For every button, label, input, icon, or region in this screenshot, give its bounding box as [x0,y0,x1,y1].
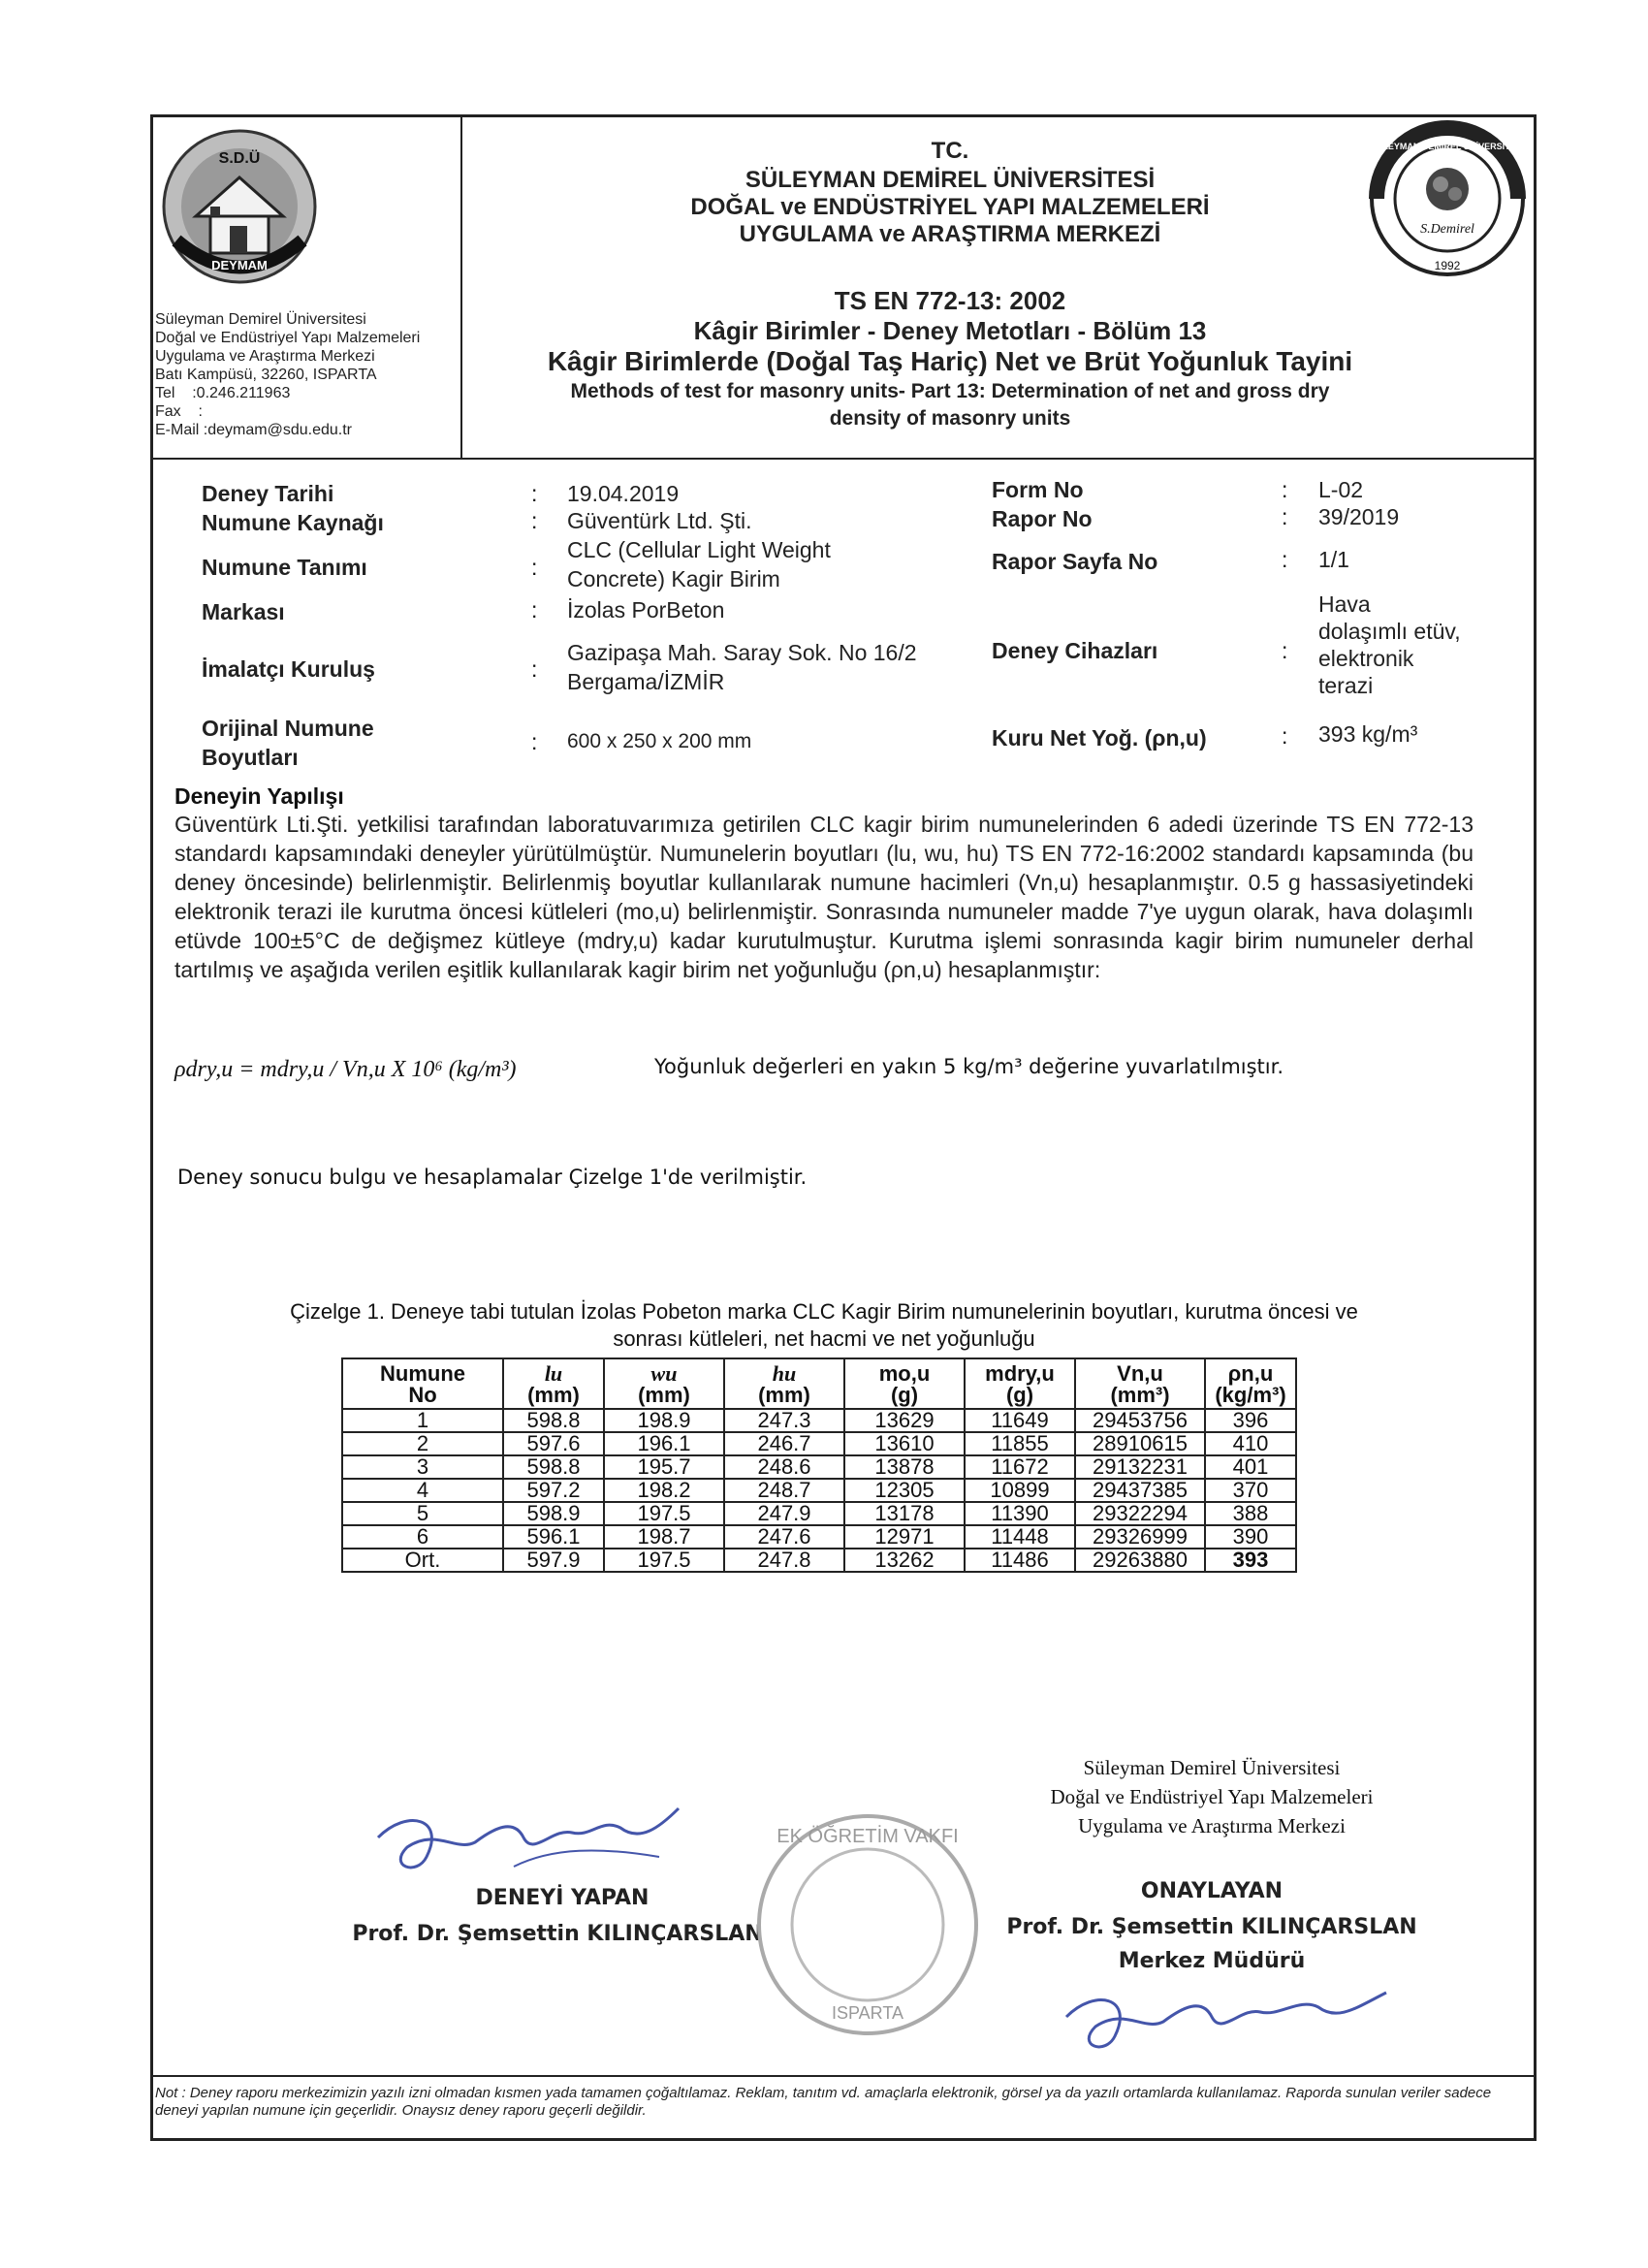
label-test-date: Deney Tarihi [202,481,334,506]
header-divider [153,458,1534,460]
right-signer-name: Prof. Dr. Şemsettin KILINÇARSLAN [1006,1915,1417,1939]
header-lab-name: DOĞAL ve ENDÜSTRİYEL YAPI MALZEMELERİ [690,194,1210,220]
right-role: ONAYLAYAN [1140,1879,1284,1903]
table-cell: 396 [1205,1409,1296,1432]
table-cell: 29322294 [1075,1502,1205,1525]
table-average-row [342,1549,1296,1572]
table-cell: 10899 [965,1479,1075,1502]
value-manufacturer-1: Gazipaşa Mah. Saray Sok. No 16/2 [567,640,917,665]
value-report-page: 1/1 [1318,547,1349,572]
table-cell: 11448 [965,1525,1075,1549]
table-cell: 598.9 [503,1502,604,1525]
left-signer-name: Prof. Dr. Şemsettin KILINÇARSLAN [352,1922,763,1946]
table-cell: Ort. [342,1549,503,1572]
value-form-no: L-02 [1318,477,1364,502]
address-line: Doğal ve Endüstriyel Yapı Malzemeleri [155,330,421,346]
table-cell: 390 [1205,1525,1296,1549]
svg-text:S.D.Ü: S.D.Ü [218,150,261,167]
col-volume: Vn,u (mm³) [1075,1358,1205,1409]
label-report-no: Rapor No [992,506,1093,531]
table-cell: 11649 [965,1409,1075,1432]
label-sample-description: Numune Tanımı [202,555,367,580]
table-cell: 246.7 [724,1432,844,1455]
table-caption-1: Çizelge 1. Deneye tabi tutulan İzolas Pobeton marka CLC Kagir Birim numunelerinin boyutları, kurutma öncesi ve [290,1299,1358,1324]
table-cell: 4 [342,1479,503,1502]
density-formula: ρdry,u = mdry,u / Vn,u X 10⁶ (kg/m³) [174,1057,517,1082]
value-brand: İzolas PorBeton [567,597,725,623]
table-cell: 598.8 [503,1409,604,1432]
table-cell: 11672 [965,1455,1075,1479]
table-cell: 248.6 [724,1455,844,1479]
table-row [342,1525,1296,1549]
address-line: Süleyman Demirel Üniversitesi [155,311,366,328]
table-cell: 11486 [965,1549,1075,1572]
table-cell: 596.1 [503,1525,604,1549]
address-email: E-Mail :deymam@sdu.edu.tr [155,422,352,438]
method-title: Deneyin Yapılışı [174,783,344,809]
table-cell: 29132231 [1075,1455,1205,1479]
right-signer-title: Merkez Müdürü [1118,1949,1306,1973]
col-mass-dry: mdry,u (g) [965,1358,1075,1409]
footer-divider [153,2075,1534,2077]
table-cell: 197.5 [604,1549,724,1572]
header-tc: TC. [931,138,969,164]
value-dry-net-density: 393 kg/m³ [1318,721,1418,747]
table-cell: 401 [1205,1455,1296,1479]
col-height: hu (mm) [724,1358,844,1409]
table-row [342,1432,1296,1455]
table-cell: 198.2 [604,1479,724,1502]
table-cell: 248.7 [724,1479,844,1502]
table-cell: 198.9 [604,1409,724,1432]
address-fax: Fax : [155,403,203,420]
value-equipment-3: elektronik [1318,646,1414,671]
table-row [342,1409,1296,1432]
label-manufacturer: İmalatçı Kuruluş [202,656,375,682]
table-cell: 12305 [844,1479,965,1502]
sdu-deymam-logo [157,124,322,289]
title-tr-1: Kâgir Birimler - Deney Metotları - Bölüm 13 [693,316,1207,345]
table-cell: 13878 [844,1455,965,1479]
table-cell: 2 [342,1432,503,1455]
value-sample-description-1: CLC (Cellular Light Weight [567,537,831,562]
value-equipment-4: terazi [1318,673,1374,698]
table-cell: 247.9 [724,1502,844,1525]
label-original-size-1: Orijinal Numune [202,716,374,741]
value-test-date: 19.04.2019 [567,481,680,506]
svg-text:ISPARTA: ISPARTA [831,2003,904,2023]
table-header-row [342,1358,1296,1409]
table-row [342,1502,1296,1525]
address-line: Uygulama ve Araştırma Merkezi [155,348,375,365]
table-cell: 13262 [844,1549,965,1572]
table-cell: 29437385 [1075,1479,1205,1502]
table-cell: 247.3 [724,1409,844,1432]
table-cell: 393 [1205,1549,1296,1572]
label-equipment: Deney Cihazları [992,638,1158,663]
signature-left [368,1799,698,1896]
table-cell: 29453756 [1075,1409,1205,1432]
table-cell: 597.6 [503,1432,604,1455]
col-mass-before: mo,u (g) [844,1358,965,1409]
standard-code: TS EN 772-13: 2002 [834,286,1066,315]
table-cell: 12971 [844,1525,965,1549]
title-en-1: Methods of test for masonry units- Part 13: Determination of net and gross dry [570,380,1330,402]
svg-text:SÜLEYMAN DEMİREL ÜNİVERSİTESİ: SÜLEYMAN DEMİREL ÜNİVERSİTESİ [1370,142,1525,151]
label-form-no: Form No [992,477,1084,502]
table-caption-2: sonrası kütleleri, net hacmi ve net yoğunluğu [613,1326,1035,1351]
approver-organization: Süleyman Demirel Üniversitesi Doğal ve Endüstriyel Yapı Malzemeleri Uygulama ve Araştırma Merkezi [1050,1756,1374,1837]
rounding-note: Yoğunluk değerleri en yakın 5 kg/m³ değerine yuvarlatılmıştır. [654,1055,1284,1078]
label-original-size-2: Boyutları [202,745,299,770]
table-cell: 597.2 [503,1479,604,1502]
label-report-page: Rapor Sayfa No [992,549,1158,574]
svg-text:EK ÖĞRETİM VAKFI: EK ÖĞRETİM VAKFI [776,1826,959,1847]
value-equipment-1: Hava [1318,591,1371,617]
value-original-size: 600 x 250 x 200 mm [567,730,752,752]
label-dry-net-density: Kuru Net Yoğ. (ρn,u) [992,725,1207,751]
table-cell: 1 [342,1409,503,1432]
label-brand: Markası [202,599,285,624]
footer-note: Not : Deney raporu merkezimizin yazılı izni olmadan kısmen yada tamamen çoğaltılamaz. Reklam, tanıtım vd. amaçlarla elektronik, görsel ya da yazılı ortamlarda kullanılamaz. Raporda sunulan veriler sadece deneyi yapılan numune için geçerlidir. Onaysız deney raporu geçerli değildir. [155,2085,1492,2119]
address-line: Batı Kampüsü, 32260, ISPARTA [155,367,377,383]
address-phone: Tel :0.246.211963 [155,385,291,401]
official-stamp [746,1804,989,2046]
svg-text:1992: 1992 [1434,259,1461,272]
col-sample-no: Numune No [342,1358,503,1409]
table-cell: 29263880 [1075,1549,1205,1572]
table-cell: 5 [342,1502,503,1525]
col-density: ρn,u (kg/m³) [1205,1358,1296,1409]
method-paragraph: Güventürk Lti.Şti. yetkilisi tarafından laboratuvarımıza getirilen CLC kagir birim numunelerinden 6 adedi üzerinde TS EN 772-13 standardı kapsamındaki deneyler yürütülmüştür. Numunelerin boyutları (lu, wu, hu) TS EN 772-16:2002 standardı kapsamında (bu deney öncesinde) belirlenmiştir. Belirlenmiş boyutlar kullanılarak numune hacimleri (Vn,u) hesaplanmıştır. 0.5 g hassasiyetindeki elektronik terazi ile kurutma öncesi kütleleri (mo,u) belirlenmiştir. Sonrasında numuneler madde 7'ye uygun olarak, hava dolaşımlı etüvde 100±5°C de değişmez kütleye (mdry,u) kadar kurutulmuştur. Kurutma işlemi sonrasında kagir birim numuneler derhal tartılmış ve aşağıda verilen eşitlik kullanılarak kagir birim net yoğunluğu (ρn,u) hesaplanmıştır: [174,812,1474,982]
table-cell: 6 [342,1525,503,1549]
table-cell: 195.7 [604,1455,724,1479]
table-cell: 29326999 [1075,1525,1205,1549]
value-equipment-2: dolaşımlı etüv, [1318,619,1461,644]
results-table [341,1358,1297,1573]
value-sample-description-2: Concrete) Kagir Birim [567,566,780,591]
left-role: DENEYİ YAPAN [475,1886,650,1910]
table-cell: 13610 [844,1432,965,1455]
value-manufacturer-2: Bergama/İZMİR [567,669,725,694]
col-width: wu (mm) [604,1358,724,1409]
address-divider [460,116,462,458]
table-cell: 13629 [844,1409,965,1432]
col-length: lu (mm) [503,1358,604,1409]
table-cell: 247.8 [724,1549,844,1572]
table-cell: 3 [342,1455,503,1479]
table-cell: 388 [1205,1502,1296,1525]
table-cell: 13178 [844,1502,965,1525]
table-cell: 598.8 [503,1455,604,1479]
table-cell: 247.6 [724,1525,844,1549]
result-reference: Deney sonucu bulgu ve hesaplamalar Çizelge 1'de verilmiştir. [177,1166,808,1189]
table-cell: 597.9 [503,1549,604,1572]
table-cell: 370 [1205,1479,1296,1502]
table-cell: 410 [1205,1432,1296,1455]
title-tr-2: Kâgir Birimlerde (Doğal Taş Hariç) Net ve Brüt Yoğunluk Tayini [547,346,1353,376]
label-sample-source: Numune Kaynağı [202,510,384,535]
svg-text:S.Demirel: S.Demirel [1420,222,1474,237]
header-university: SÜLEYMAN DEMİREL ÜNİVERSİTESİ [745,167,1156,193]
table-cell: 196.1 [604,1432,724,1455]
table-row [342,1479,1296,1502]
table-cell: 11390 [965,1502,1075,1525]
table-cell: 28910615 [1075,1432,1205,1455]
table-cell: 198.7 [604,1525,724,1549]
table-cell: 11855 [965,1432,1075,1455]
header-center: UYGULAMA ve ARAŞTIRMA MERKEZİ [739,221,1161,247]
signature-right [1057,1978,1406,2065]
title-en-2: density of masonry units [829,407,1071,430]
value-report-no: 39/2019 [1318,504,1400,529]
value-sample-source: Güventürk Ltd. Şti. [567,508,752,533]
address-block [155,310,420,439]
svg-text:DEYMAM: DEYMAM [211,258,268,272]
table-row [342,1455,1296,1479]
table-cell: 197.5 [604,1502,724,1525]
